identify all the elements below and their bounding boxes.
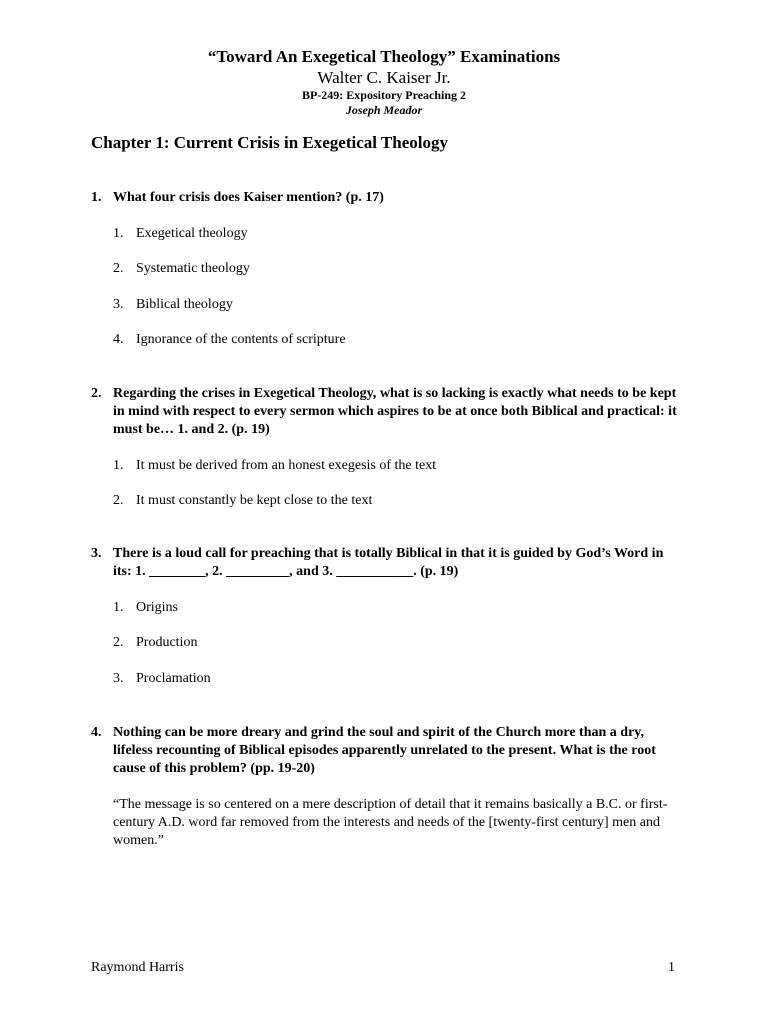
answer-text: It must be derived from an honest exegesis of the text (136, 458, 437, 473)
answer-item (113, 260, 250, 278)
answer-number: 1. (113, 226, 124, 241)
answer-item (113, 331, 346, 349)
question-number: 3. (91, 546, 102, 561)
answer-number: 3. (113, 297, 124, 312)
document-title: “Toward An Exegetical Theology” Examinations (207, 47, 561, 66)
answer-number: 1. (113, 458, 124, 473)
answer-number: 3. (113, 671, 124, 686)
question-number: 1. (91, 190, 102, 205)
answer-item (113, 634, 197, 652)
answer-text: Exegetical theology (136, 226, 248, 241)
question-text: Nothing can be more dreary and grind the soul and spirit of the Church more than a dry, lifeless recounting of Biblical episodes apparently unrelated to the present. What is the root cause of this problem? (pp. 19-20) (113, 725, 656, 776)
question-number: 4. (91, 725, 102, 740)
answer-number: 4. (113, 332, 124, 347)
document-author: Walter C. Kaiser Jr. (317, 68, 451, 87)
question-number: 2. (91, 386, 102, 401)
answer-text: Systematic theology (136, 261, 250, 276)
answer-item (113, 225, 248, 243)
student-name: Joseph Meador (345, 103, 423, 117)
answer-text: Proclamation (136, 671, 211, 686)
answer-item (113, 599, 178, 617)
answer-number: 2. (113, 493, 124, 508)
answer-text: It must constantly be kept close to the text (136, 493, 373, 508)
answer-number: 2. (113, 635, 124, 650)
question-text: Regarding the crises in Exegetical Theology, what is so lacking is exactly what needs to be kept in mind with respect to every sermon which aspires to be at once both Biblical and practical: it must be… 1. and 2. (p. 19) (113, 386, 677, 437)
answer-text: Ignorance of the contents of scripture (136, 332, 346, 347)
footer-author-name: Raymond Harris (91, 960, 184, 975)
question-text: What four crisis does Kaiser mention? (p. 17) (113, 190, 384, 205)
answer-number: 2. (113, 261, 124, 276)
question-4 (91, 724, 681, 778)
chapter-title: Chapter 1: Current Crisis in Exegetical Theology (91, 133, 448, 152)
answer-number: 1. (113, 600, 124, 615)
question-2 (91, 385, 681, 439)
answer-quote: “The message is so centered on a mere description of detail that it remains basically a B.C. or first-century A.D. word far removed from the interests and needs of the [twenty-first century] men and women.” (113, 797, 668, 848)
answer-item (113, 670, 211, 688)
answer-text: Biblical theology (136, 297, 233, 312)
question-3 (91, 545, 681, 581)
answer-text: Origins (136, 600, 178, 615)
question-text: There is a loud call for preaching that is totally Biblical in that it is guided by God’s Word in its: 1. ________, 2. _________, and 3. ___________. (p. 19) (113, 546, 664, 579)
question-1 (91, 189, 681, 207)
course-label: BP-249: Expository Preaching 2 (301, 88, 467, 102)
answer-text: Production (136, 635, 198, 650)
answer-item (113, 457, 436, 475)
page-number: 1 (668, 960, 675, 975)
answer-item (113, 296, 233, 314)
answer-item (113, 492, 372, 510)
